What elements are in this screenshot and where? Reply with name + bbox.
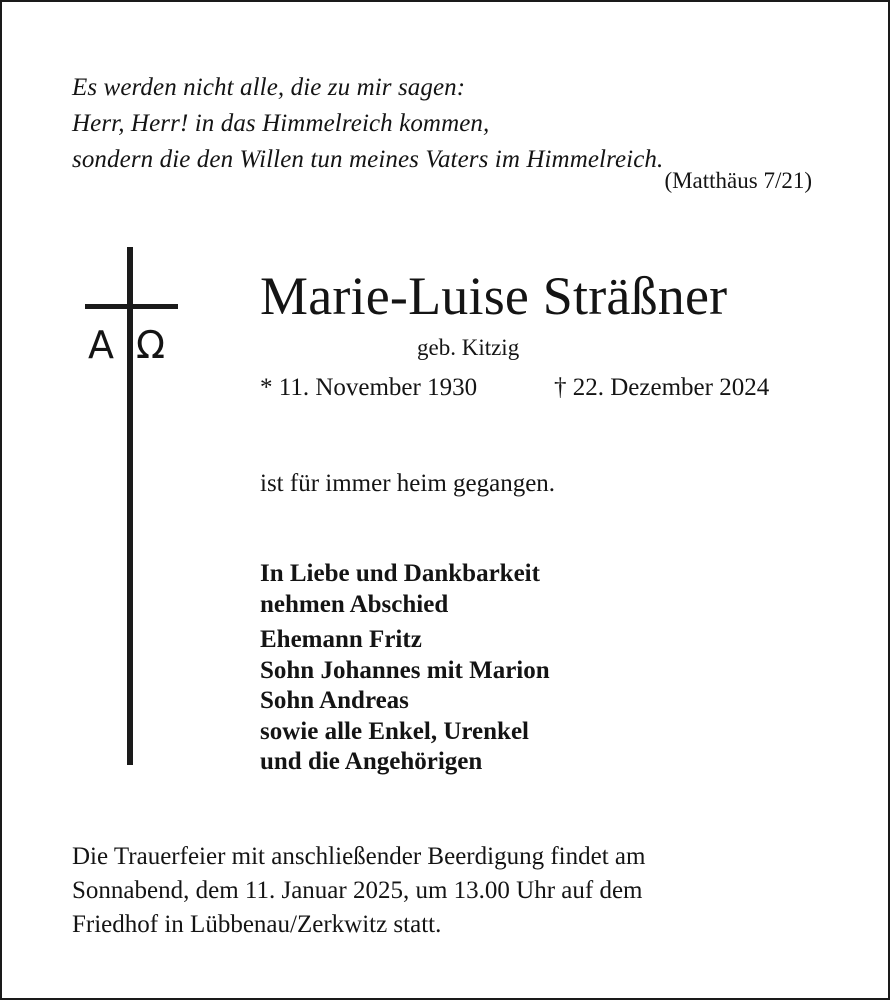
death-date: † 22. Dezember 2024 — [554, 374, 770, 401]
funeral-line: Friedhof in Lübbenau/Zerkwitz statt. — [72, 911, 442, 938]
deceased-name: Marie-Luise Sträßner — [260, 266, 728, 326]
quote-line: Es werden nicht alle, die zu mir sagen: — [72, 74, 466, 101]
mourners-line: Ehemann Fritz — [260, 626, 422, 653]
quote-reference: (Matthäus 7/21) — [664, 168, 812, 193]
cross-horizontal-bar — [85, 304, 178, 309]
birth-date: * 11. November 1930 — [260, 374, 478, 401]
funeral-line: Die Trauerfeier mit anschließender Beerdigung findet am — [72, 843, 646, 870]
passing-statement: ist für immer heim gegangen. — [260, 470, 556, 497]
alpha-symbol: A — [88, 323, 114, 367]
mourners-list — [260, 559, 550, 778]
maiden-name: geb. Kitzig — [417, 335, 520, 360]
mourners-line: In Liebe und Dankbarkeit — [260, 560, 540, 587]
funeral-info — [72, 840, 832, 942]
omega-symbol: Ω — [136, 323, 166, 367]
cross-vertical-bar — [127, 247, 133, 765]
quote-line: Herr, Herr! in das Himmelreich kommen, — [72, 110, 490, 137]
quote-line: sondern die den Willen tun meines Vaters im Himmelreich. — [72, 146, 664, 173]
mourners-line: sowie alle Enkel, Urenkel — [260, 717, 529, 745]
bible-quote — [72, 70, 792, 178]
mourners-line: nehmen Abschied — [260, 590, 449, 618]
mourners-line: und die Angehörigen — [260, 748, 483, 775]
funeral-line: Sonnabend, dem 11. Januar 2025, um 13.00 Uhr auf dem — [72, 877, 643, 904]
mourners-line: Sohn Andreas — [260, 687, 409, 714]
mourners-line: Sohn Johannes mit Marion — [260, 656, 550, 684]
